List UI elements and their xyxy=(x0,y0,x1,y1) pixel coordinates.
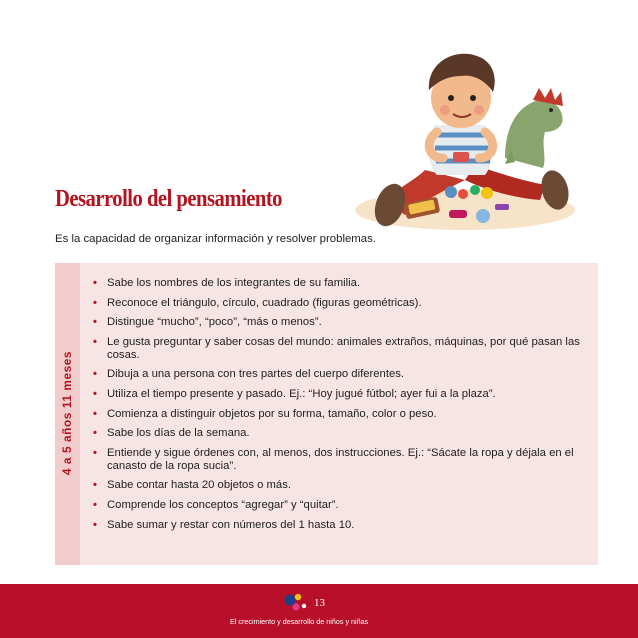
milestone-text: Comprende los conceptos “agregar” y “quitar”. xyxy=(107,498,339,511)
bullet-icon: • xyxy=(93,296,97,309)
page-footer xyxy=(0,584,638,638)
milestone-text: Sabe sumar y restar con números del 1 hasta 10. xyxy=(107,518,355,531)
age-range-label: 4 a 5 años 11 meses xyxy=(60,350,74,476)
milestone-item xyxy=(91,447,586,473)
milestone-item xyxy=(91,519,586,532)
milestone-text: Comienza a distinguir objetos por su forma, tamaño, color o peso. xyxy=(107,407,437,420)
bullet-icon: • xyxy=(93,277,97,289)
bullet-icon: • xyxy=(93,427,97,440)
milestone-item xyxy=(91,297,586,310)
bullet-icon: • xyxy=(93,368,97,381)
milestone-text: Le gusta preguntar y saber cosas del mundo: animales extraños, máquinas, por qué pasan las cosas. xyxy=(107,335,580,361)
milestone-item xyxy=(91,499,586,512)
age-range-band xyxy=(55,263,80,565)
milestones-panel xyxy=(55,263,598,565)
bullet-icon: • xyxy=(93,316,97,329)
milestone-item xyxy=(91,388,586,401)
child-playing-illustration xyxy=(355,40,595,236)
milestone-text: Sabe los nombres de los integrantes de su familia. xyxy=(107,277,361,289)
bullet-icon: • xyxy=(93,498,97,511)
milestone-item xyxy=(91,479,586,492)
bullet-icon: • xyxy=(93,335,97,348)
milestone-text: Reconoce el triángulo, círculo, cuadrado (figuras geométricas). xyxy=(107,296,422,309)
bullet-icon: • xyxy=(93,518,97,531)
page-number: 13 xyxy=(314,597,325,609)
milestone-item xyxy=(91,316,586,329)
milestone-item xyxy=(91,277,586,290)
bullet-icon: • xyxy=(93,387,97,400)
dinosaur-toy-icon xyxy=(505,88,563,168)
milestones-list xyxy=(91,277,586,538)
milestone-text: Dibuja a una persona con tres partes del cuerpo diferentes. xyxy=(107,368,405,381)
bullet-icon: • xyxy=(93,407,97,420)
milestone-item xyxy=(91,368,586,381)
milestone-item xyxy=(91,336,586,362)
milestone-item xyxy=(91,427,586,440)
bullet-icon: • xyxy=(93,446,97,459)
milestone-item xyxy=(91,408,586,421)
bullet-icon: • xyxy=(93,479,97,492)
milestone-text: Utiliza el tiempo presente y pasado. Ej.: “Hoy jugué fútbol; ayer fui a la plaza”. xyxy=(107,387,496,400)
milestone-text: Sabe contar hasta 20 objetos o más. xyxy=(107,479,292,492)
footer-caption: El crecimiento y desarrollo de niños y niñas xyxy=(230,617,369,626)
milestone-text: Distingue “mucho”, “poco”, “más o menos”. xyxy=(107,316,322,329)
page-title: Desarrollo del pensamiento xyxy=(55,186,282,212)
milestone-text: Sabe los días de la semana. xyxy=(107,427,250,440)
colored-dots-logo-icon xyxy=(283,592,313,614)
page-subtitle: Es la capacidad de organizar información y resolver problemas. xyxy=(55,233,376,245)
milestone-text: Entiende y sigue órdenes con, al menos, dos instrucciones. Ej.: “Sácate la ropa y déjala en el canasto de la ropa sucia”. xyxy=(107,446,574,472)
